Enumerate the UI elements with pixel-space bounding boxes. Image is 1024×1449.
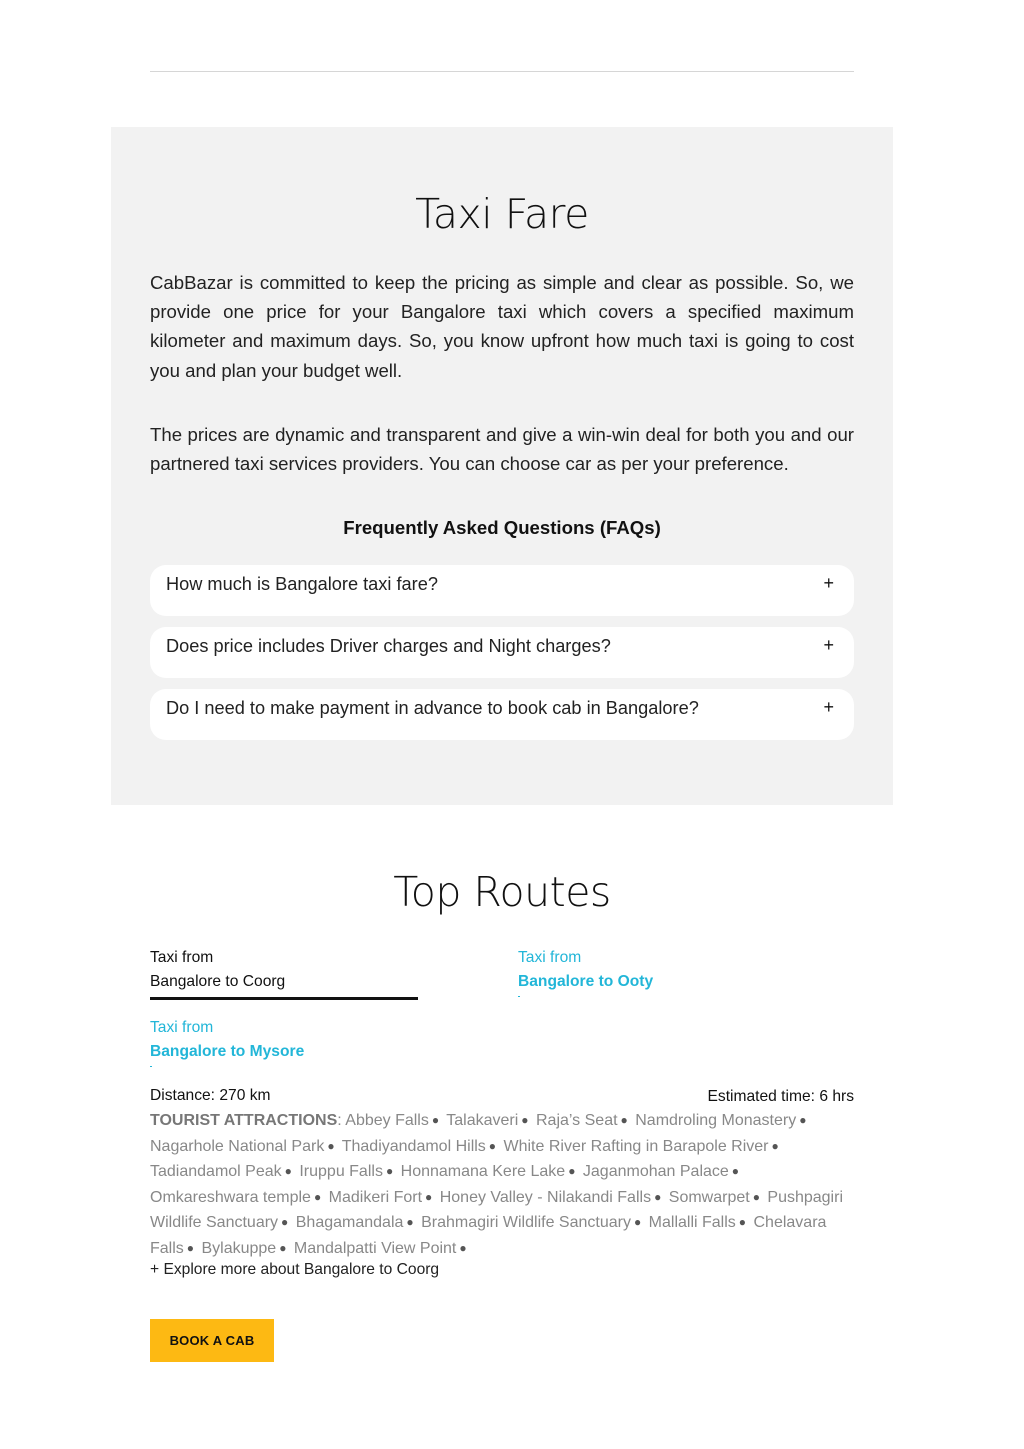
- route-distance: Distance: 270 km: [150, 1087, 271, 1104]
- tab-underline: [150, 1066, 152, 1067]
- expand-plus-icon[interactable]: +: [823, 573, 834, 593]
- bullet-separator-icon: ●: [488, 1138, 497, 1153]
- time-value: 6 hrs: [819, 1088, 854, 1105]
- bullet-separator-icon: ●: [313, 1189, 322, 1204]
- bullet-separator-icon: ●: [521, 1113, 529, 1127]
- fare-description-2: The prices are dynamic and transparent and give a win-win deal for both you and our partnered taxi services providers. You can choose car as per your preference.: [150, 424, 854, 475]
- attraction-item: Omkareshwara temple: [150, 1188, 311, 1206]
- bullet-separator-icon: ●: [431, 1113, 440, 1127]
- fare-description-1: CabBazar is committed to keep the pricing as simple and clear as possible. So, we provide one price for your Bangalore taxi which covers a specified maximum kilometer and maximum days. So, you know upfront how much taxi is going to cost you and plan your budget well.: [150, 272, 854, 381]
- attraction-item: Nagarhole National Park: [150, 1137, 325, 1155]
- bullet-separator-icon: ●: [279, 1240, 287, 1255]
- bullet-separator-icon: ●: [568, 1164, 576, 1179]
- attraction-item: Pushpagiri Wildlife Sanctuary: [150, 1188, 843, 1232]
- expand-plus-icon[interactable]: +: [823, 635, 834, 655]
- explore-more-link[interactable]: [150, 1259, 439, 1281]
- route-tab-line1: Taxi from: [518, 949, 582, 966]
- bullet-separator-icon: ●: [731, 1164, 740, 1179]
- route-estimated-time: Estimated time: 6 hrs: [707, 1088, 854, 1105]
- bullet-separator-icon: ●: [281, 1215, 289, 1230]
- attraction-item: Somwarpet: [668, 1188, 750, 1206]
- route-tab-ooty[interactable]: [518, 946, 653, 994]
- active-tab-underline: [150, 997, 418, 1000]
- attraction-item: Brahmagiri Wildlife Sanctuary: [421, 1214, 631, 1232]
- route-tab-line1: Taxi from: [150, 949, 214, 966]
- bullet-separator-icon: ●: [459, 1240, 467, 1255]
- attraction-item: Mandalpatti View Point: [293, 1239, 457, 1257]
- book-a-cab-button[interactable]: BOOK A CAB: [150, 1319, 274, 1362]
- route-tab-line2: Bangalore to Mysore: [150, 1043, 305, 1060]
- attraction-item: White River Rafting in Barapole River: [503, 1137, 769, 1155]
- faq-question: Do I need to make payment in advance to book cab in Bangalore?: [166, 698, 699, 718]
- attraction-item: Iruppu Falls: [299, 1163, 383, 1181]
- route-tab-coorg[interactable]: [150, 946, 418, 994]
- bullet-separator-icon: ●: [654, 1189, 662, 1204]
- plus-icon: +: [150, 1261, 160, 1278]
- bullet-separator-icon: ●: [738, 1215, 747, 1230]
- bullet-separator-icon: ●: [406, 1215, 414, 1230]
- attractions-label: TOURIST ATTRACTIONS: [150, 1112, 338, 1129]
- faq-item-driver-night-charges[interactable]: [150, 627, 854, 678]
- top-routes-title: Top Routes: [393, 868, 611, 916]
- attraction-item: Honnamana Kere Lake: [400, 1163, 566, 1181]
- attraction-item: Bhagamandala: [295, 1214, 404, 1232]
- attraction-item: Honey Valley - Nilakandi Falls: [439, 1188, 652, 1206]
- bullet-separator-icon: ●: [284, 1164, 292, 1179]
- faq-item-advance-payment[interactable]: [150, 689, 854, 740]
- attraction-item: Thadiyandamol Hills: [341, 1137, 486, 1155]
- attraction-item: Bylakuppe: [201, 1239, 277, 1257]
- taxi-fare-title: Taxi Fare: [415, 190, 589, 238]
- route-tab-line1: Taxi from: [150, 1019, 214, 1036]
- attractions-list: [150, 1112, 843, 1257]
- bullet-separator-icon: ●: [327, 1138, 335, 1153]
- route-tab-mysore[interactable]: [150, 1016, 304, 1064]
- bullet-separator-icon: ●: [186, 1240, 195, 1255]
- bullet-separator-icon: ●: [633, 1215, 642, 1230]
- faq-item-taxi-fare[interactable]: [150, 565, 854, 616]
- attraction-item: Raja’s Seat: [536, 1112, 618, 1129]
- bullet-separator-icon: ●: [620, 1113, 628, 1127]
- attraction-item: Chelavara Falls: [150, 1214, 827, 1257]
- tourist-attractions: TOURIST ATTRACTIONS: Abbey Falls ● Talakaveri ● Raja’s Seat ● Namdroling Monastery ● Nagarhole National Park ● Thadiyandamol Hills ● White River Rafting in Barapole River ● Tadiandamol Peak ● Iruppu Falls ● Honnamana Kere Lake ● Jaganmohan Palace ● Omkareshwara temple ● Madikeri Fort ● Honey Valley - Nilakandi Falls ● Somwarpet ● Pushpagiri Wildlife Sanctuary ● Bhagamandala ● Brahmagiri Wildlife Sanctuary ● Mallalli Falls ● Chelavara Falls ● Bylakuppe ● Mandalpatti View Point ●: [150, 1112, 843, 1257]
- attraction-item: Namdroling Monastery: [635, 1112, 797, 1129]
- time-label: Estimated time: [707, 1088, 811, 1105]
- attraction-item: Madikeri Fort: [328, 1188, 423, 1206]
- expand-plus-icon[interactable]: +: [823, 697, 834, 717]
- tab-underline: [518, 996, 520, 997]
- faq-question: Does price includes Driver charges and Night charges?: [166, 636, 611, 656]
- explore-more-text: Explore more about Bangalore to Coorg: [163, 1261, 440, 1278]
- attraction-item: Talakaveri: [446, 1112, 519, 1129]
- attraction-item: Mallalli Falls: [648, 1214, 736, 1232]
- bullet-separator-icon: ●: [425, 1189, 433, 1204]
- faq-heading: Frequently Asked Questions (FAQs): [343, 517, 661, 538]
- top-divider: [150, 71, 854, 72]
- bullet-separator-icon: ●: [799, 1113, 807, 1127]
- bullet-separator-icon: ●: [771, 1138, 779, 1153]
- distance-value: 270 km: [219, 1087, 271, 1104]
- route-tab-line2: Bangalore to Ooty: [518, 973, 654, 990]
- bullet-separator-icon: ●: [385, 1164, 394, 1179]
- attraction-item: Abbey Falls: [345, 1112, 429, 1129]
- attraction-item: Jaganmohan Palace: [582, 1163, 729, 1181]
- bullet-separator-icon: ●: [752, 1189, 760, 1204]
- route-tab-line2: Bangalore to Coorg: [150, 973, 286, 990]
- attraction-item: Tadiandamol Peak: [150, 1163, 282, 1181]
- faq-question: How much is Bangalore taxi fare?: [166, 574, 438, 594]
- distance-label: Distance: [150, 1087, 211, 1104]
